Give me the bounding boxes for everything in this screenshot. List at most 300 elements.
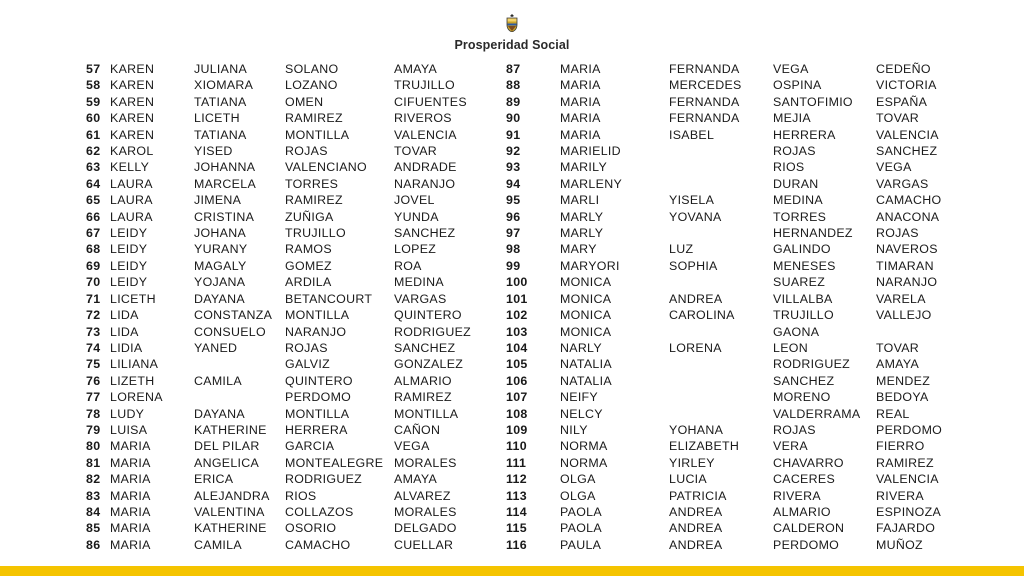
middle-name: ELIZABETH [669, 439, 740, 454]
first-surname: ROJAS [773, 422, 816, 437]
row-number: 92 [506, 144, 521, 159]
first-name: MARLY [560, 226, 604, 241]
middle-name: MERCEDES [669, 78, 742, 93]
first-name: LEIDY [110, 242, 148, 257]
table-row [86, 324, 494, 340]
row-number: 105 [506, 357, 528, 372]
table-row [86, 94, 494, 110]
first-surname: TORRES [773, 209, 827, 224]
first-name: LAURA [110, 209, 153, 224]
first-surname: MEDINA [773, 193, 823, 208]
middle-name: JULIANA [194, 62, 248, 76]
first-surname: SOLANO [285, 62, 339, 76]
first-surname: GALVIZ [285, 357, 330, 372]
first-surname: HERRERA [773, 127, 836, 142]
second-surname: ROJAS [876, 226, 919, 241]
first-surname: MONTILLA [285, 406, 350, 421]
first-surname: RODRIGUEZ [773, 357, 851, 372]
middle-name: YIRLEY [669, 455, 715, 470]
first-surname: ROJAS [285, 144, 328, 159]
second-surname: MORALES [394, 455, 457, 470]
first-surname: RIOS [773, 160, 805, 175]
table-row [86, 77, 494, 93]
row-number: 103 [506, 324, 528, 339]
row-number: 115 [506, 521, 527, 536]
second-surname: RODRIGUEZ [394, 324, 472, 339]
row-number: 65 [86, 193, 101, 208]
first-surname: MONTILLA [285, 308, 350, 323]
first-name: MARLI [560, 193, 600, 208]
second-surname: RAMIREZ [394, 390, 452, 405]
row-number: 97 [506, 226, 521, 241]
row-number: 80 [86, 439, 101, 454]
middle-name: FERNANDA [669, 62, 740, 76]
middle-name: ANGELICA [194, 455, 260, 470]
first-name: MONICA [560, 291, 612, 306]
first-name: MARIA [560, 62, 601, 76]
middle-name: YISELA [669, 193, 715, 208]
first-surname: VEGA [773, 62, 809, 76]
middle-name: ANDREA [669, 521, 723, 536]
second-surname: VALLEJO [876, 308, 932, 323]
middle-name: JOHANA [194, 226, 247, 241]
row-number: 109 [506, 422, 528, 437]
row-number: 72 [86, 308, 101, 323]
first-name: LUDY [110, 406, 145, 421]
second-surname: NARANJO [876, 275, 938, 290]
brand-name: Prosperidad Social [454, 38, 570, 52]
second-surname: GONZALEZ [394, 357, 464, 372]
row-number: 69 [86, 258, 101, 273]
first-name: LILIANA [110, 357, 159, 372]
row-number: 93 [506, 160, 521, 175]
table-row [86, 225, 494, 241]
first-name: MARILY [560, 160, 608, 175]
row-number: 79 [86, 422, 101, 437]
middle-name: YOVANA [669, 209, 722, 224]
table-row [506, 127, 966, 143]
second-surname: CIFUENTES [394, 94, 467, 109]
first-name: KAREN [110, 94, 155, 109]
row-number: 77 [86, 390, 101, 405]
first-surname: ZUÑIGA [285, 209, 334, 224]
middle-name: CAROLINA [669, 308, 735, 323]
second-surname: YUNDA [394, 209, 439, 224]
first-surname: COLLAZOS [285, 504, 354, 519]
first-surname: OSPINA [773, 78, 822, 93]
second-surname: DELGADO [394, 521, 457, 536]
first-name: MARIA [110, 537, 151, 552]
second-surname: ESPINOZA [876, 504, 942, 519]
first-surname: QUINTERO [285, 373, 353, 388]
middle-name: CONSTANZA [194, 308, 273, 323]
table-row [506, 61, 966, 77]
row-number: 62 [86, 144, 101, 159]
first-name: MARIA [110, 488, 151, 503]
middle-name: MAGALY [194, 258, 247, 273]
second-surname: TOVAR [394, 144, 438, 159]
table-row [506, 537, 966, 553]
second-surname: BEDOYA [876, 390, 929, 405]
table-row [86, 61, 494, 77]
first-surname: BETANCOURT [285, 291, 373, 306]
first-name: NARLY [560, 340, 602, 355]
table-row [86, 307, 494, 323]
table-row [86, 143, 494, 159]
second-surname: RIVEROS [394, 111, 452, 126]
table-row [506, 94, 966, 110]
table-row [506, 241, 966, 257]
first-name: LICETH [110, 291, 156, 306]
first-name: NATALIA [560, 373, 612, 388]
first-name: OLGA [560, 472, 596, 487]
first-name: MARYORI [560, 258, 620, 273]
middle-name [194, 389, 285, 405]
second-surname: MONTILLA [394, 406, 459, 421]
second-surname: TOVAR [876, 340, 920, 355]
middle-name: ANDREA [669, 291, 723, 306]
first-surname: MONTEALEGRE [285, 455, 384, 470]
first-name: OLGA [560, 488, 596, 503]
row-number: 63 [86, 160, 101, 175]
middle-name: YOJANA [194, 275, 246, 290]
table-row [86, 373, 494, 389]
row-number: 84 [86, 504, 101, 519]
first-surname: MEJIA [773, 111, 811, 126]
table-row [506, 225, 966, 241]
row-number: 99 [506, 258, 521, 273]
second-surname [876, 324, 966, 340]
second-surname: VICTORIA [876, 78, 937, 93]
middle-name: XIOMARA [194, 78, 254, 93]
first-surname: VERA [773, 439, 808, 454]
first-surname: GOMEZ [285, 258, 332, 273]
middle-name [669, 143, 773, 159]
second-surname: MENDEZ [876, 373, 931, 388]
first-surname: PERDOMO [773, 537, 840, 552]
second-surname: VEGA [394, 439, 430, 454]
middle-name: TATIANA [194, 127, 247, 142]
first-surname: NARANJO [285, 324, 347, 339]
table-row [506, 324, 966, 340]
second-surname: NARANJO [394, 176, 456, 191]
first-surname: RODRIGUEZ [285, 472, 363, 487]
table-row [506, 209, 966, 225]
row-number: 98 [506, 242, 521, 257]
row-number: 86 [86, 537, 101, 552]
table-row [86, 340, 494, 356]
middle-name: KATHERINE [194, 521, 267, 536]
row-number: 64 [86, 176, 101, 191]
table-row [86, 127, 494, 143]
first-surname: CAMACHO [285, 537, 351, 552]
second-surname: MEDINA [394, 275, 444, 290]
row-number: 107 [506, 390, 528, 405]
middle-name: ALEJANDRA [194, 488, 270, 503]
table-row [506, 422, 966, 438]
second-surname: CAMACHO [876, 193, 942, 208]
row-number: 66 [86, 209, 101, 224]
first-name: KAREN [110, 78, 155, 93]
first-name: MARIA [560, 111, 601, 126]
table-row [86, 389, 494, 405]
second-surname: RIVERA [876, 488, 924, 503]
middle-name: CAMILA [194, 537, 242, 552]
first-surname: LEON [773, 340, 808, 355]
first-surname: HERRERA [285, 422, 348, 437]
row-number: 68 [86, 242, 101, 257]
middle-name [669, 373, 773, 389]
table-row [506, 274, 966, 290]
table-row [86, 209, 494, 225]
first-name: LEIDY [110, 226, 148, 241]
middle-name: SOPHIA [669, 258, 718, 273]
first-name: NEIFY [560, 390, 598, 405]
row-number: 85 [86, 521, 101, 536]
middle-name: ERICA [194, 472, 234, 487]
row-number: 113 [506, 488, 527, 503]
table-row [506, 176, 966, 192]
first-surname: VALDERRAMA [773, 406, 861, 421]
table-row [506, 258, 966, 274]
first-surname: TRUJILLO [773, 308, 834, 323]
first-surname: LOZANO [285, 78, 338, 93]
second-surname: ESPAÑA [876, 94, 928, 109]
middle-name: TATIANA [194, 94, 247, 109]
table-row [86, 356, 494, 372]
second-surname: VALENCIA [394, 127, 457, 142]
table-row [506, 110, 966, 126]
first-name: KAROL [110, 144, 154, 159]
first-surname: ROJAS [285, 340, 328, 355]
table-row [506, 192, 966, 208]
first-name: LIDIA [110, 340, 143, 355]
table-row [506, 520, 966, 536]
first-surname: RIVERA [773, 488, 821, 503]
table-row [86, 537, 494, 553]
first-name: NORMA [560, 455, 608, 470]
row-number: 94 [506, 176, 521, 191]
row-number: 75 [86, 357, 101, 372]
first-name: KAREN [110, 62, 155, 76]
first-name: LAURA [110, 193, 153, 208]
table-row [86, 438, 494, 454]
table-row [86, 274, 494, 290]
first-surname: MORENO [773, 390, 831, 405]
beneficiary-table-left [86, 61, 494, 553]
first-name: NORMA [560, 439, 608, 454]
table-row [86, 488, 494, 504]
first-surname: RAMOS [285, 242, 332, 257]
first-surname: MENESES [773, 258, 836, 273]
first-name: MONICA [560, 275, 612, 290]
middle-name [669, 176, 773, 192]
second-surname: ALMARIO [394, 373, 452, 388]
first-name: MARIA [110, 504, 151, 519]
middle-name: DAYANA [194, 291, 245, 306]
table-row [86, 520, 494, 536]
middle-name [669, 159, 773, 175]
first-surname: GALINDO [773, 242, 831, 257]
second-surname: VARELA [876, 291, 926, 306]
first-name: LIDA [110, 308, 139, 323]
row-number: 61 [86, 127, 101, 142]
row-number: 102 [506, 308, 528, 323]
table-row [506, 307, 966, 323]
first-name: MONICA [560, 308, 612, 323]
first-name: MARIA [110, 439, 151, 454]
middle-name: JIMENA [194, 193, 242, 208]
first-name: NELCY [560, 406, 603, 421]
middle-name [669, 406, 773, 422]
second-surname: TOVAR [876, 111, 920, 126]
row-number: 95 [506, 193, 521, 208]
first-surname: SUAREZ [773, 275, 826, 290]
second-surname: MUÑOZ [876, 537, 923, 552]
middle-name: DEL PILAR [194, 439, 260, 454]
first-name: LIDA [110, 324, 139, 339]
second-surname: LOPEZ [394, 242, 437, 257]
first-surname: DURAN [773, 176, 819, 191]
first-name: MARLY [560, 209, 604, 224]
row-number: 59 [86, 94, 101, 109]
first-name: MARIA [110, 472, 151, 487]
first-surname: RIOS [285, 488, 317, 503]
middle-name: LUZ [669, 242, 694, 257]
second-surname: VALENCIA [876, 127, 939, 142]
table-row [86, 504, 494, 520]
second-surname: ALVAREZ [394, 488, 451, 503]
middle-name [194, 356, 285, 372]
table-row [86, 192, 494, 208]
first-surname: ALMARIO [773, 504, 831, 519]
middle-name: YANED [194, 340, 238, 355]
first-name: PAOLA [560, 504, 602, 519]
row-number: 110 [506, 439, 527, 454]
second-surname: AMAYA [394, 62, 438, 76]
table-row [506, 77, 966, 93]
first-surname: TORRES [285, 176, 339, 191]
first-name: KAREN [110, 127, 155, 142]
row-number: 74 [86, 340, 101, 355]
second-surname: ROA [394, 258, 422, 273]
middle-name [669, 225, 773, 241]
first-surname: PERDOMO [285, 390, 352, 405]
second-surname: ANDRADE [394, 160, 457, 175]
middle-name [669, 356, 773, 372]
middle-name: YURANY [194, 242, 248, 257]
table-row [506, 471, 966, 487]
second-surname: REAL [876, 406, 910, 421]
first-surname: OSORIO [285, 521, 337, 536]
second-surname: CUELLAR [394, 537, 454, 552]
first-surname: SANTOFIMIO [773, 94, 853, 109]
row-number: 87 [506, 62, 521, 76]
second-surname: VARGAS [876, 176, 929, 191]
table-row [86, 406, 494, 422]
middle-name: VALENTINA [194, 504, 265, 519]
middle-name: FERNANDA [669, 111, 740, 126]
table-row [506, 455, 966, 471]
second-surname: AMAYA [394, 472, 438, 487]
table-row [506, 356, 966, 372]
first-name: MARIA [110, 455, 151, 470]
row-number: 108 [506, 406, 528, 421]
middle-name: ANDREA [669, 537, 723, 552]
row-number: 83 [86, 488, 101, 503]
table-row [86, 471, 494, 487]
middle-name: KATHERINE [194, 422, 267, 437]
table-row [86, 422, 494, 438]
row-number: 106 [506, 373, 528, 388]
row-number: 89 [506, 94, 521, 109]
first-surname: TRUJILLO [285, 226, 346, 241]
first-name: PAOLA [560, 521, 602, 536]
middle-name: LORENA [669, 340, 722, 355]
table-row [86, 258, 494, 274]
second-surname: CEDEÑO [876, 62, 931, 76]
row-number: 57 [86, 62, 101, 76]
second-surname: FIERRO [876, 439, 925, 454]
table-row [86, 159, 494, 175]
middle-name: LICETH [194, 111, 240, 126]
first-surname: GAONA [773, 324, 820, 339]
first-name: NILY [560, 422, 588, 437]
footer-accent-bar [0, 566, 1024, 576]
table-row [86, 110, 494, 126]
first-surname: ROJAS [773, 144, 816, 159]
row-number: 91 [506, 127, 521, 142]
row-number: 90 [506, 111, 521, 126]
middle-name: DAYANA [194, 406, 245, 421]
first-surname: MONTILLA [285, 127, 350, 142]
row-number: 78 [86, 406, 101, 421]
first-name: LORENA [110, 390, 163, 405]
second-surname: JOVEL [394, 193, 435, 208]
middle-name: ISABEL [669, 127, 715, 142]
table-row [506, 504, 966, 520]
row-number: 67 [86, 226, 101, 241]
row-number: 60 [86, 111, 101, 126]
second-surname: RAMIREZ [876, 455, 934, 470]
table-row [506, 389, 966, 405]
table-row [506, 438, 966, 454]
table-row [86, 455, 494, 471]
row-number: 116 [506, 537, 527, 552]
table-row [506, 406, 966, 422]
first-name: LIZETH [110, 373, 155, 388]
row-number: 82 [86, 472, 101, 487]
first-surname: CHAVARRO [773, 455, 844, 470]
row-number: 58 [86, 78, 101, 93]
first-name: PAULA [560, 537, 602, 552]
first-surname: GARCIA [285, 439, 335, 454]
first-name: KAREN [110, 111, 155, 126]
first-name: LEIDY [110, 258, 148, 273]
coat-of-arms-icon [505, 14, 519, 32]
beneficiary-table-right [506, 61, 966, 553]
row-number: 111 [506, 455, 527, 470]
first-surname: VALENCIANO [285, 160, 367, 175]
middle-name: YISED [194, 144, 233, 159]
first-name: LAURA [110, 176, 153, 191]
row-number: 114 [506, 504, 527, 519]
first-name: KELLY [110, 160, 150, 175]
second-surname: FAJARDO [876, 521, 936, 536]
first-name: MARIA [560, 127, 601, 142]
first-surname: RAMIREZ [285, 111, 343, 126]
table-row [506, 373, 966, 389]
